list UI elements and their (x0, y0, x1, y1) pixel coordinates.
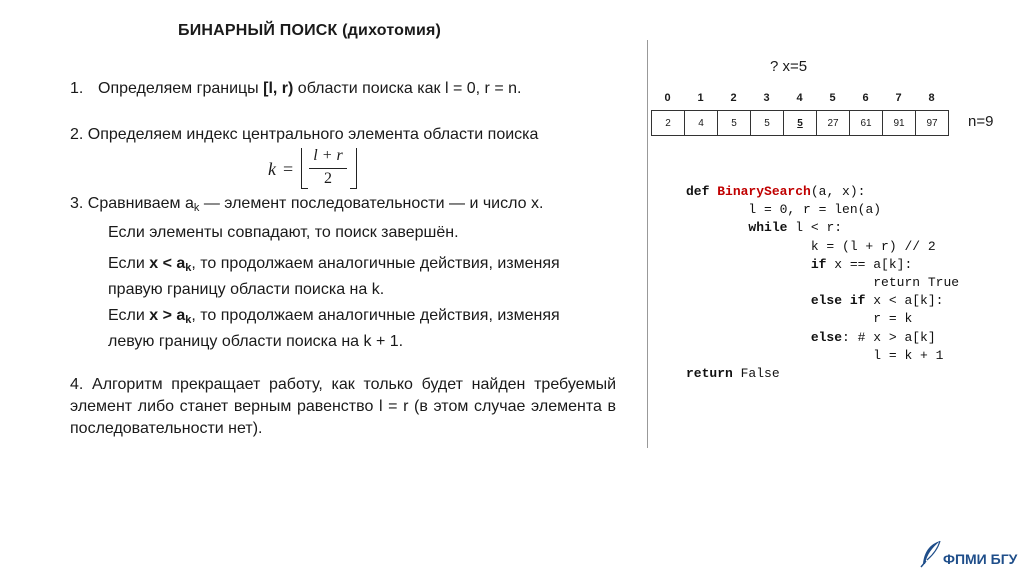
array-index: 3 (763, 92, 770, 104)
step-1 (70, 78, 521, 99)
code-if-kw: if (810, 256, 827, 272)
array-index: 2 (730, 92, 737, 104)
feather-icon (918, 540, 944, 568)
code-def-kw: def (686, 184, 718, 199)
step-3-sub: k (193, 202, 200, 214)
page-title: БИНАРНЫЙ ПОИСК (дихотомия) (178, 22, 442, 39)
array-cell: 5 (751, 111, 784, 135)
code-line-1-rest: (a, x): (810, 184, 866, 199)
array-cell: 5 (718, 111, 751, 135)
step-2: 2. Определяем индекс центрального элемента области поиска (70, 126, 539, 143)
case-greater-cond: x > a (149, 307, 186, 324)
fraction-bar (309, 168, 347, 169)
case-less-sub: k (185, 262, 192, 274)
code-line-7-rest: x < a[k]: (865, 293, 944, 309)
array-index: 6 (862, 92, 869, 104)
step-1-bounds: [l, r) (263, 80, 294, 97)
array-length-label: n=9 (968, 113, 994, 130)
formula-denominator: 2 (324, 170, 332, 187)
case-less-pre: Если (108, 255, 150, 272)
array-cell: 4 (685, 111, 718, 135)
code-block (686, 183, 959, 383)
case-less-post: , то продолжаем аналогичные действия, изменяя правую границу области поиска на k. (108, 255, 560, 298)
code-line-6: return True (873, 275, 960, 291)
code-elseif-kw: else if (810, 293, 866, 309)
code-line-10: l = k + 1 (873, 347, 944, 363)
search-query: ? x=5 (770, 58, 808, 75)
array-cell: 5 (784, 111, 817, 135)
floor-bracket-right (350, 148, 357, 189)
code-line-9-rest: : # x > a[k] (842, 329, 936, 345)
array-cell: 61 (850, 111, 883, 135)
column-divider (647, 40, 648, 448)
step-1-text-post: области поиска как l = 0, r = n. (293, 80, 522, 97)
array-cells (651, 110, 949, 136)
formula-equals: = (283, 159, 294, 179)
array-cell: 97 (926, 117, 938, 129)
array-index: 7 (895, 92, 902, 104)
array-cell: 2 (652, 111, 685, 135)
array-index: 0 (664, 92, 671, 104)
array-index: 4 (796, 92, 803, 104)
code-line-8: r = k (873, 311, 913, 327)
step-3 (70, 193, 543, 219)
code-return-kw: return (686, 366, 733, 382)
formula-numerator: l + r (313, 147, 343, 164)
midpoint-formula (268, 146, 358, 192)
array-index: 1 (697, 92, 704, 104)
step-4: 4. Алгоритм прекращает работу, как только будет найден требуемый элемент либо станет верным равенство l = r (в этом случае элемента в последовательности нет). (70, 376, 616, 437)
case-greater-pre: Если (108, 307, 150, 324)
step-3-pre: 3. Сравниваем a (70, 195, 194, 212)
case-greater (108, 305, 608, 352)
code-function-name: BinarySearch (717, 184, 811, 199)
logo-text: ФПМИ БГУ (943, 551, 1018, 567)
case-less (108, 253, 608, 300)
case-greater-post: , то продолжаем аналогичные действия, изменяя левую границу области поиска на k + 1. (108, 307, 560, 350)
array-cell: 27 (817, 111, 850, 135)
case-equal: Если элементы совпадают, то поиск завершён. (108, 224, 459, 241)
array-index: 8 (928, 92, 935, 104)
code-line-4: k = (l + r) // 2 (810, 238, 936, 254)
step-3-post: — элемент последовательности — и число x. (199, 195, 544, 212)
code-line-2: l = 0, r = len(a) (748, 202, 882, 218)
code-else-kw: else (810, 329, 843, 345)
case-greater-sub: k (185, 314, 192, 326)
code-line-3-rest: l < r: (787, 220, 843, 236)
code-line-5-rest: x == a[k]: (826, 256, 913, 272)
formula-lhs: k (268, 159, 276, 179)
array-index: 5 (829, 92, 836, 104)
array-cell: 91 (883, 111, 916, 135)
step-1-number: 1. (70, 80, 84, 97)
code-while-kw: while (748, 220, 788, 236)
step-1-text-pre: Определяем границы (98, 80, 264, 97)
code-line-11-rest: False (732, 366, 780, 382)
case-less-cond: x < a (149, 255, 186, 272)
